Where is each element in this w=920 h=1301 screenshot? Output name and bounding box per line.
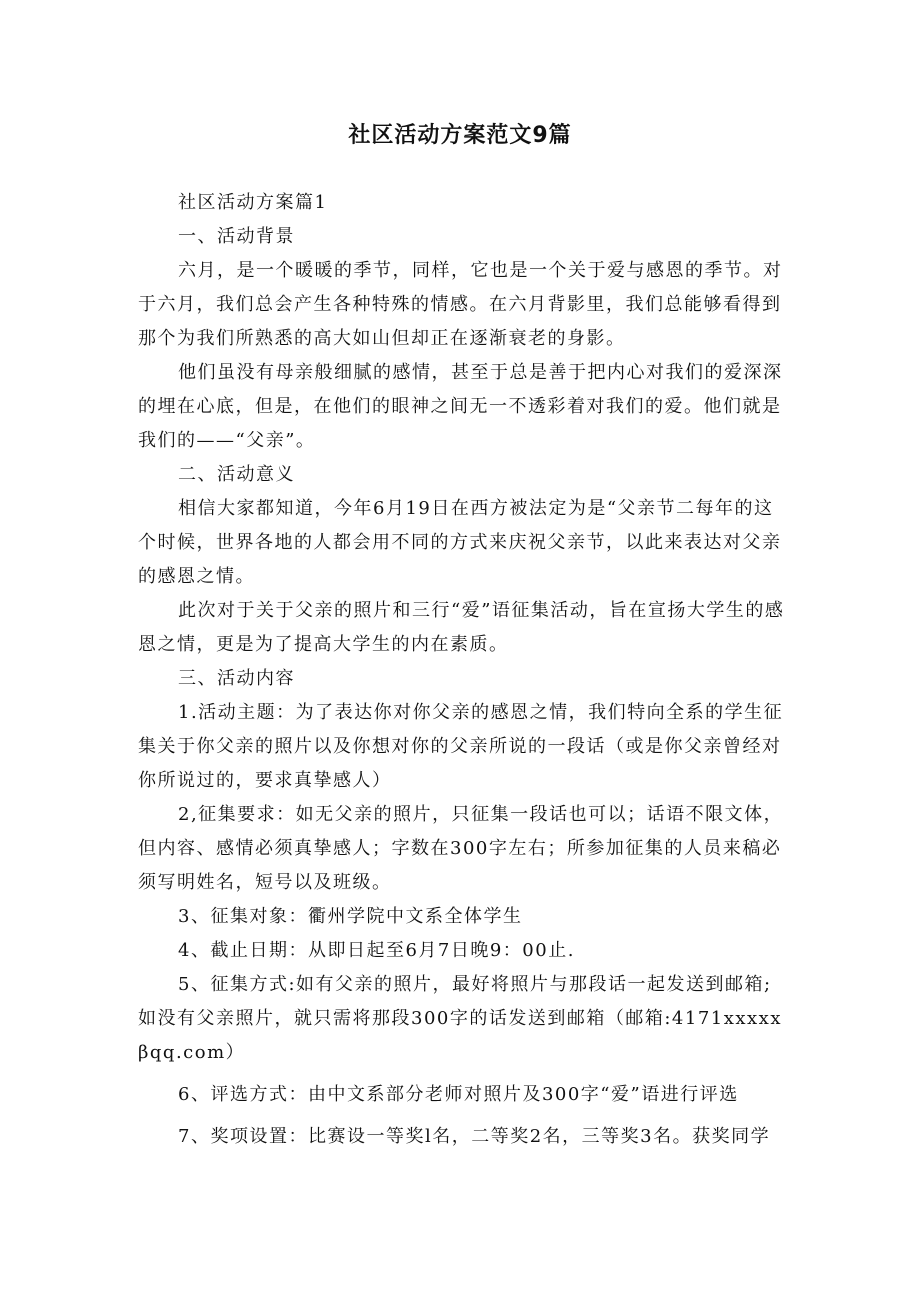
section-heading: 一、活动背景 — [178, 226, 295, 247]
body-paragraph: 此次对于关于父亲的照片和三行“爱”语征集活动，旨在宣扬大学生的感恩之情，更是为了提高大学生的内在素质。 — [138, 600, 785, 655]
section-heading: 社区活动方案篇1 — [178, 192, 328, 213]
body-paragraph: 4、截止日期：从即日起至6月7日晚9：00止. — [178, 940, 575, 961]
body-paragraph: 1.活动主题：为了表达你对你父亲的感恩之情，我们特向全系的学生征集关于你父亲的照片以及你想对你的父亲所说的一段话（或是你父亲曾经对你所说过的，要求真挚感人） — [138, 702, 784, 791]
document-title: 社区活动方案范文9篇 — [348, 123, 572, 148]
body-paragraph: 2,征集要求：如无父亲的照片，只征集一段话也可以；话语不限文体，但内容、感情必须真挚感人；字数在300字左右；所参加征集的人员来稿必须写明姓名，短号以及班级。 — [138, 804, 784, 893]
section-heading: 二、活动意义 — [178, 464, 295, 485]
body-paragraph: 7、奖项设置：比赛设一等奖l名，二等奖2名，三等奖3名。获奖同学 — [178, 1126, 771, 1147]
body-paragraph: 3、征集对象：衢州学院中文系全体学生 — [178, 906, 523, 927]
body-paragraph: 他们虽没有母亲般细腻的感情，甚至于总是善于把内心对我们的爱深深的埋在心底，但是，在他们的眼神之间无一不透彩着对我们的爱。他们就是我们的——“父亲”。 — [138, 362, 783, 451]
section-heading: 三、活动内容 — [178, 668, 295, 689]
document-body — [138, 186, 790, 1154]
body-paragraph: 相信大家都知道，今年6月19日在西方被法定为是“父亲节二每年的这个时候，世界各地的人都会用不同的方式来庆祝父亲节，以此来表达对父亲的感恩之情。 — [138, 498, 782, 587]
body-paragraph: 六月，是一个暖暖的季节，同样，它也是一个关于爱与感恩的季节。对于六月，我们总会产生各种特殊的情感。在六月背影里，我们总能够看得到那个为我们所熟悉的高大如山但却正在逐渐衰老的身影。 — [138, 260, 783, 349]
body-paragraph: 5、征集方式:如有父亲的照片，最好将照片与那段话一起发送到邮箱;如没有父亲照片，就只需将那段300字的话发送到邮箱（邮箱:4171xxxxxβqq.com） — [138, 974, 782, 1063]
body-paragraph: 6、评选方式：由中文系部分老师对照片及300字“爱”语进行评选 — [178, 1084, 739, 1105]
